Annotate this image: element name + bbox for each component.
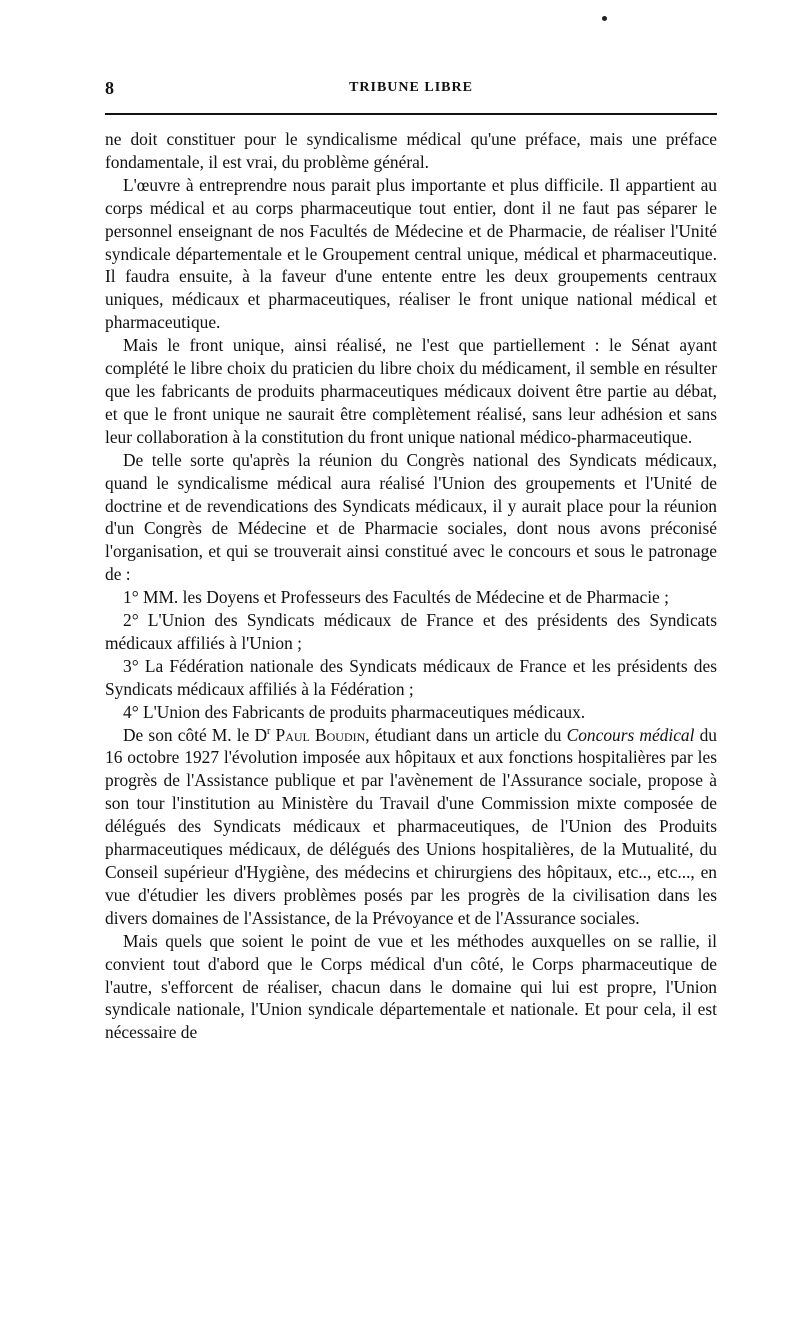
ink-speck <box>602 16 607 21</box>
page-header <box>105 78 717 100</box>
page-number: 8 <box>105 78 114 98</box>
list-item: 1° MM. les Doyens et Professeurs des Facultés de Médecine et de Pharmacie ; <box>123 587 669 608</box>
paragraph: Mais le front unique, ainsi réalisé, ne l'est que partiellement : le Sénat ayant complété le libre choix du praticien du libre choix du médicament, il semble en résulter que les fabricants de produits pharmaceutiques médicaux doivent être partie au débat, et que le front unique ne saurait être complètement réalisé, sans leur adhésion et sans leur collaboration à la constitution du front unique national médico-pharmaceutique. <box>105 335 717 447</box>
list-item: 2° L'Union des Syndicats médicaux de France et des présidents des Syndicats médicaux affiliés à l'Union ; <box>105 610 717 653</box>
paragraph: De telle sorte qu'après la réunion du Congrès national des Syndicats médicaux, quand le syndicalisme médical aura réalisé l'Union des groupements et l'Unité de doctrine et de revendications des Syndicats médicaux, il y aurait place pour la réunion d'un Congrès de Médecine et de Pharmacie sociales, dont nous avons préconisé l'organisation, et qui se trouverait ainsi constitué avec le concours et sous le patronage de : <box>105 449 717 585</box>
superscript: r <box>267 725 271 737</box>
paragraph: Mais quels que soient le point de vue et les méthodes auxquelles on se rallie, il convient tout d'abord que le Corps médical d'un côté, le Corps pharmaceutique de l'autre, s'efforcent de réaliser, chacun dans le domaine qui lui est propre, l'Union syndicale nationale, l'Union syndicale départementale et nationale. Et pour cela, il est nécessaire de <box>105 930 717 1043</box>
header-rule <box>105 113 717 115</box>
list-item: 3° La Fédération nationale des Syndicats médicaux de France et les présidents des Syndicats médicaux affiliés à la Fédération ; <box>105 655 717 699</box>
journal-title: Concours médical <box>566 724 695 745</box>
text-run: , étudiant dans un article du <box>365 724 567 745</box>
text-run: De son côté M. le D <box>123 724 268 745</box>
author-name: Paul Boudin <box>275 724 366 745</box>
running-title: TRIBUNE LIBRE <box>349 80 473 95</box>
list-item: 4° L'Union des Fabricants de produits pharmaceutiques médicaux. <box>123 701 586 722</box>
paragraph: ne doit constituer pour le syndicalisme médical qu'une préface, mais une préface fondamentale, il est vrai, du problème général. <box>105 129 717 172</box>
body-text <box>105 128 717 1044</box>
paragraph: L'œuvre à entreprendre nous parait plus importante et plus difficile. Il appartient au corps médical et au corps pharmaceutique tout entier, dont il ne faut pas séparer le personnel enseignant de nos Facultés de Médecine et de Pharmacie, de réaliser l'Unité syndicale départementale et le Groupement central unique, médical et pharmaceutique. Il faudra ensuite, à la faveur d'une entente entre les deux groupements centraux uniques, médicaux et pharmaceutiques, réaliser le front unique national médical et pharmaceutique. <box>105 174 717 333</box>
paragraph <box>105 724 717 930</box>
text-run: du 16 octobre 1927 l'évolution imposée aux hôpitaux et aux fonctions hospitalières par les progrès de l'Assistance publique et par l'avènement de l'Assurance sociale, propose à son tour l'institution au Ministère du Travail d'une Commission mixte composée de délégués des Syndicats médicaux et pharmaceutiques, de l'Union des Produits pharmaceutiques médicaux, de délégués des Unions hospitalières, de la Mutualité, du Conseil supérieur d'Hygiène, des médecins et chirurgiens des hôpitaux, etc.., etc..., en vue d'étudier les divers problèmes posés par les progrès de la civilisation dans les divers domaines de l'Assistance, de la Prévoyance et de l'Assurance sociales. <box>105 724 717 928</box>
